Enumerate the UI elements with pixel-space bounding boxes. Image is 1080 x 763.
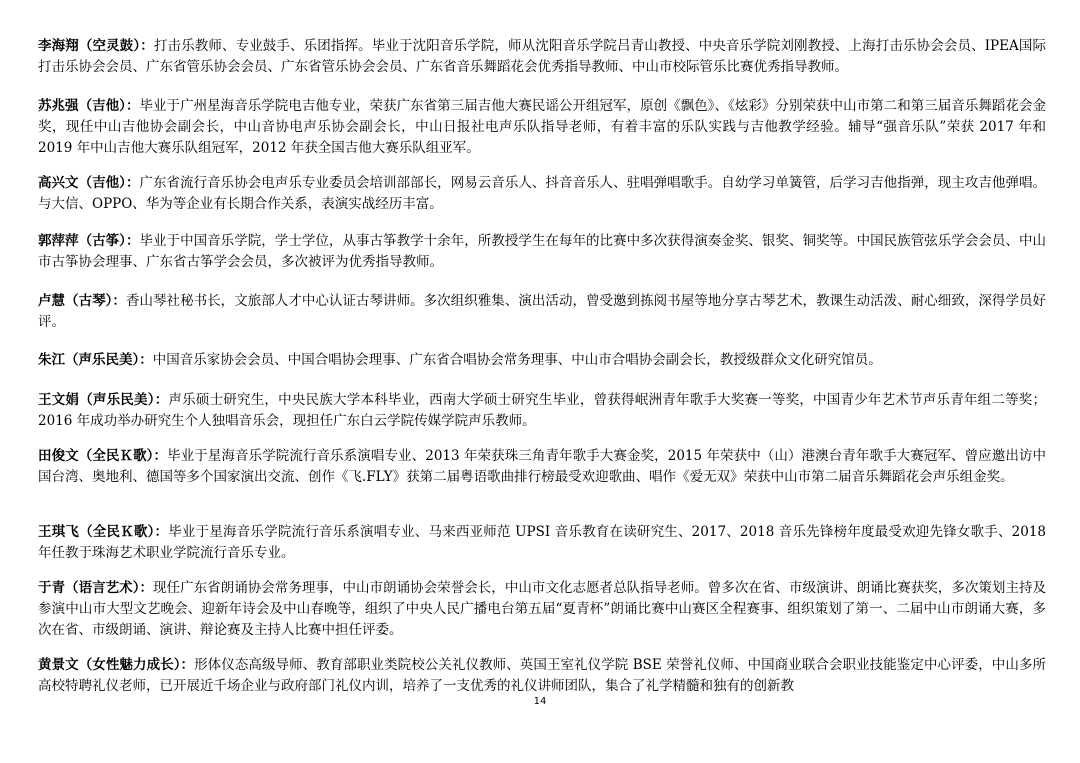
bio-entry-huang-jingwen	[38, 655, 1046, 697]
bio-name: 王文娟（声乐民美）：	[38, 392, 169, 408]
bio-name: 卢慧（古琴）：	[38, 293, 126, 309]
bio-entry-wang-qifei	[38, 522, 1046, 564]
bio-name: 苏兆强（吉他）：	[38, 98, 140, 114]
bio-name: 田俊文（全民Ｋ歌）：	[38, 448, 168, 464]
bio-text: 打击乐教师、专业鼓手、乐团指挥。毕业于沈阳音乐学院，师从沈阳音乐学院吕青山教授、中央音乐学院刘刚教授、上海打击乐协会会员、IPEA国际打击乐协会会员、广东省管乐协会会员、广东省管乐协会会员、广东省音乐舞蹈花会优秀指导教师、中山市校际管乐比赛优秀指导教师。	[38, 38, 1046, 75]
bio-text: 中国音乐家协会会员、中国合唱协会理事、广东省合唱协会常务理事、中山市合唱协会副会长，教授级群众文化研究馆员。	[152, 352, 882, 368]
bio-entry-guo-pingping	[38, 231, 1046, 273]
bio-entry-li-haixiang	[38, 36, 1046, 78]
bio-entry-su-zhaoqiang	[38, 96, 1046, 159]
bio-entry-yu-qing	[38, 578, 1046, 641]
bio-name: 郭萍萍（古筝）：	[38, 233, 140, 249]
bio-entry-zhu-jiang	[38, 350, 1046, 371]
bio-text: 毕业于星海音乐学院流行音乐系演唱专业、马来西亚师范 UPSI 音乐教育在读研究生、2017、2018 音乐先锋榜年度最受欢迎先锋女歌手、2018 年任教于珠海艺术职业学院流行音乐专业。	[38, 524, 1047, 561]
bio-entry-tian-junwen	[38, 446, 1046, 488]
bio-name: 朱江（声乐民美）：	[38, 352, 153, 368]
bio-name: 黄景文（女性魅力成长）：	[38, 657, 195, 673]
page-number: 14	[533, 696, 547, 707]
bio-name: 高兴文（吉他）：	[38, 175, 140, 191]
bio-text: 声乐硕士研究生，中央民族大学本科毕业，西南大学硕士研究生毕业，曾获得岷洲青年歌手大奖赛一等奖，中国青少年艺术节声乐青年组二等奖；2016 年成功举办研究生个人独唱音乐会，现担任广东白云学院传媒学院声乐教师。	[38, 392, 1047, 429]
bio-name: 王琪飞（全民Ｋ歌）：	[38, 524, 169, 540]
bio-text: 形体仪态高级导师、教育部职业类院校公关礼仪教师、英国王室礼仪学院 BSE 荣誉礼仪师、中国商业联合会职业技能鉴定中心评委，中山多所高校特聘礼仪老师，已开展近千场企业与政府部门礼仪内训，培养了一支优秀的礼仪讲师团队，集合了礼学精髓和独有的创新教	[38, 657, 1047, 694]
bio-entry-lu-hui	[38, 291, 1046, 333]
bio-entry-wang-wenjuan	[38, 390, 1046, 432]
bio-entry-gao-xingwen	[38, 173, 1046, 215]
bio-name: 于青（语言艺术）：	[38, 580, 154, 596]
bio-text: 现任广东省朗诵协会常务理事，中山市朗诵协会荣誉会长，中山市文化志愿者总队指导老师。曾多次在省、市级演讲、朗诵比赛获奖，多次策划主持及参演中山市大型文艺晚会、迎新年诗会及中山春晚等，组织了中央人民广播电台第五届“夏青杯”朗诵比赛中山赛区全程赛事、组织策划了第一、二届中山市朗诵大赛，多次在省、市级朗诵、演讲、辩论赛及主持人比赛中担任评委。	[38, 580, 1047, 638]
bio-text: 毕业于星海音乐学院流行音乐系演唱专业、2013 年荣获珠三角青年歌手大赛金奖，2015 年荣获中（山）港澳台青年歌手大赛冠军、曾应邀出访中国台湾、奥地利、德国等多个国家演出交流、创作《飞.FLY》获第二届粤语歌曲排行榜最受欢迎歌曲、唱作《爱无双》荣获中山市第二届音乐舞蹈花会声乐组金奖。	[38, 448, 1047, 485]
bio-text: 毕业于广州星海音乐学院电吉他专业，荣获广东省第三届吉他大赛民谣公开组冠军，原创《飘色》、《炫彩》分别荣获中山市第二和第三届音乐舞蹈花会金奖，现任中山吉他协会副会长，中山音协电声乐协会副会长，中山日报社电声乐队指导老师，有着丰富的乐队实践与吉他教学经验。辅导“强音乐队”荣获 2017 年和 2019 年中山吉他大赛乐队组冠军，2012 年获全国吉他大赛乐队组亚军。	[38, 98, 1047, 156]
bio-text: 广东省流行音乐协会电声乐专业委员会培训部部长，网易云音乐人、抖音音乐人、驻唱弹唱歌手。自幼学习单簧管，后学习吉他指弹，现主攻吉他弹唱。与大信、OPPO、华为等企业有长期合作关系，表演实战经历丰富。	[38, 175, 1047, 212]
bio-name: 李海翔（空灵鼓）：	[38, 38, 154, 54]
bio-text: 香山琴社秘书长，文旅部人才中心认证古琴讲师。多次组织雅集、演出活动，曾受邀到拣阅书屋等地分享古琴艺术，教课生动活泼、耐心细致，深得学员好评。	[38, 293, 1047, 330]
bio-text: 毕业于中国音乐学院，学士学位，从事古筝教学十余年，所教授学生在每年的比赛中多次获得演奏金奖、银奖、铜奖等。中国民族管弦乐学会会员、中山市古筝协会理事、广东省古筝学会会员，多次被评为优秀指导教师。	[38, 233, 1047, 270]
